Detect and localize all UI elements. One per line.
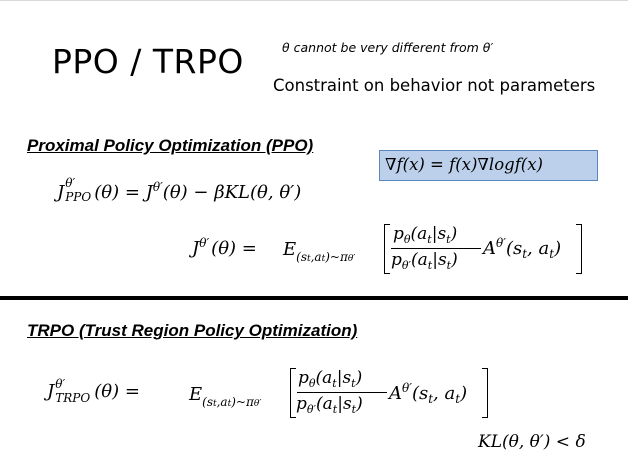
ppo-surrogate-equation bbox=[192, 236, 257, 282]
top-border-line bbox=[0, 0, 628, 1]
trpo-lhs-tail: (θ) = bbox=[94, 381, 140, 402]
ppo-den-arg-a: (a bbox=[411, 250, 428, 270]
ppo-surrogate-expectation bbox=[283, 239, 356, 264]
trpo-expectation bbox=[189, 384, 262, 409]
ppo-expect-subscript bbox=[296, 250, 355, 264]
ppo-num-p: p bbox=[393, 224, 404, 244]
trpo-adv-arg-c: , a bbox=[433, 383, 456, 404]
ppo-surrogate-j-tail: (θ) = bbox=[211, 238, 257, 259]
trpo-expect-e: E bbox=[189, 384, 203, 405]
ppo-right-bracket bbox=[576, 224, 582, 274]
ppo-numerator bbox=[393, 224, 457, 244]
trpo-num-arg-a: (a bbox=[315, 368, 333, 388]
trpo-den-arg-a: (a bbox=[316, 394, 333, 414]
trpo-num-arg-d: t bbox=[351, 377, 356, 390]
ppo-objective-rhs-sup: θ′ bbox=[152, 180, 163, 194]
trpo-right-bracket bbox=[482, 368, 488, 418]
ppo-expect-sub-b: t bbox=[306, 254, 311, 264]
trpo-expect-sub-e: )~π bbox=[231, 395, 254, 409]
trpo-adv-arg-d: t bbox=[455, 392, 461, 406]
ppo-adv-arg-e: ) bbox=[554, 238, 562, 259]
ppo-surrogate-j-sup: θ′ bbox=[199, 236, 210, 250]
ppo-den-arg-e: ) bbox=[451, 250, 458, 270]
trpo-num-arg-b: t bbox=[332, 377, 337, 390]
trpo-den-arg-e: ) bbox=[356, 394, 363, 414]
ppo-den-arg-d: t bbox=[446, 259, 452, 272]
ppo-objective-equation bbox=[57, 176, 302, 210]
ppo-den-arg-c: |s bbox=[432, 250, 447, 270]
trpo-expect-subscript bbox=[202, 395, 261, 409]
trpo-den-arg-c: |s bbox=[337, 394, 352, 414]
ppo-objective-sub: PPO bbox=[65, 190, 92, 204]
section-divider bbox=[0, 296, 628, 300]
ppo-adv-sup: θ′ bbox=[496, 236, 506, 250]
trpo-lhs-scripts bbox=[54, 377, 94, 405]
ppo-num-arg-c: |s bbox=[431, 224, 447, 244]
ppo-objective-rhs-tail: (θ) − βKL(θ, θ′) bbox=[162, 182, 302, 203]
ppo-expect-sub-a: (s bbox=[296, 250, 307, 264]
ppo-den-sub: θ′ bbox=[401, 259, 412, 272]
ppo-num-arg-a: (a bbox=[410, 224, 428, 244]
trpo-kl-constraint: KL(θ, θ′) < δ bbox=[478, 432, 586, 452]
trpo-numerator bbox=[298, 368, 362, 388]
trpo-lhs-sub: TRPO bbox=[55, 391, 91, 405]
ppo-denominator bbox=[391, 250, 458, 270]
ppo-adv-arg-a: (s bbox=[505, 238, 523, 259]
ppo-section-heading: Proximal Policy Optimization (PPO) bbox=[27, 136, 314, 155]
trpo-advantage bbox=[389, 381, 467, 404]
trpo-expect-sub-c: ,a bbox=[216, 395, 228, 409]
ppo-objective-rhs: (θ) = J bbox=[94, 182, 153, 203]
ppo-expect-sub-d: t bbox=[321, 254, 326, 264]
trpo-adv-a: A bbox=[389, 383, 402, 404]
trpo-lhs-sup: θ′ bbox=[55, 377, 66, 391]
ppo-advantage bbox=[483, 236, 561, 259]
trpo-objective-lhs bbox=[47, 377, 140, 411]
trpo-adv-arg-a: (s bbox=[411, 383, 429, 404]
ppo-adv-arg-c: , a bbox=[527, 238, 550, 259]
ppo-adv-arg-d: t bbox=[549, 247, 555, 261]
trpo-adv-arg-b: t bbox=[428, 392, 434, 406]
trpo-denominator bbox=[296, 394, 363, 414]
ppo-surrogate-j: J bbox=[192, 238, 200, 259]
ppo-expect-sub-f: θ′ bbox=[347, 254, 356, 264]
note-theta-constraint: θ cannot be very different from θ′ bbox=[282, 40, 494, 55]
trpo-num-sub: θ bbox=[308, 377, 316, 390]
trpo-expect-sub-f: θ′ bbox=[253, 399, 262, 409]
ppo-num-sub: θ bbox=[403, 233, 411, 246]
gradient-identity-formula: ∇f(x) = f(x)∇logf(x) bbox=[385, 155, 543, 174]
trpo-den-sub: θ′ bbox=[306, 403, 317, 416]
trpo-den-arg-b: t bbox=[332, 403, 338, 416]
trpo-den-p: p bbox=[296, 394, 307, 414]
ppo-adv-a: A bbox=[483, 238, 496, 259]
trpo-num-p: p bbox=[298, 368, 309, 388]
trpo-num-arg-c: |s bbox=[336, 368, 352, 388]
trpo-lhs-j: J bbox=[47, 381, 55, 402]
note-behavior-constraint: Constraint on behavior not parameters bbox=[273, 76, 596, 95]
trpo-section-heading: TRPO (Trust Region Policy Optimization) bbox=[27, 321, 358, 340]
slide-title: PPO / TRPO bbox=[52, 42, 244, 81]
ppo-num-arg-d: t bbox=[446, 233, 451, 246]
trpo-num-arg-e: ) bbox=[355, 368, 363, 388]
trpo-adv-arg-e: ) bbox=[460, 383, 468, 404]
trpo-adv-sup: θ′ bbox=[402, 381, 412, 395]
ppo-objective-j: J bbox=[57, 182, 65, 203]
ppo-den-p: p bbox=[391, 250, 402, 270]
ppo-adv-arg-b: t bbox=[522, 247, 528, 261]
ppo-left-bracket bbox=[384, 224, 390, 274]
ppo-objective-scripts bbox=[64, 176, 94, 204]
trpo-den-arg-d: t bbox=[351, 403, 357, 416]
ppo-expect-sub-c: ,a bbox=[310, 250, 322, 264]
trpo-expect-sub-b: t bbox=[212, 399, 217, 409]
ppo-expect-sub-e: )~π bbox=[325, 250, 348, 264]
ppo-num-arg-e: ) bbox=[450, 224, 458, 244]
trpo-expect-sub-a: (s bbox=[202, 395, 213, 409]
ppo-expect-e: E bbox=[283, 239, 297, 260]
ppo-objective-sup: θ′ bbox=[65, 176, 76, 190]
trpo-expect-sub-d: t bbox=[227, 399, 232, 409]
ppo-num-arg-b: t bbox=[427, 233, 432, 246]
ppo-den-arg-b: t bbox=[427, 259, 433, 272]
